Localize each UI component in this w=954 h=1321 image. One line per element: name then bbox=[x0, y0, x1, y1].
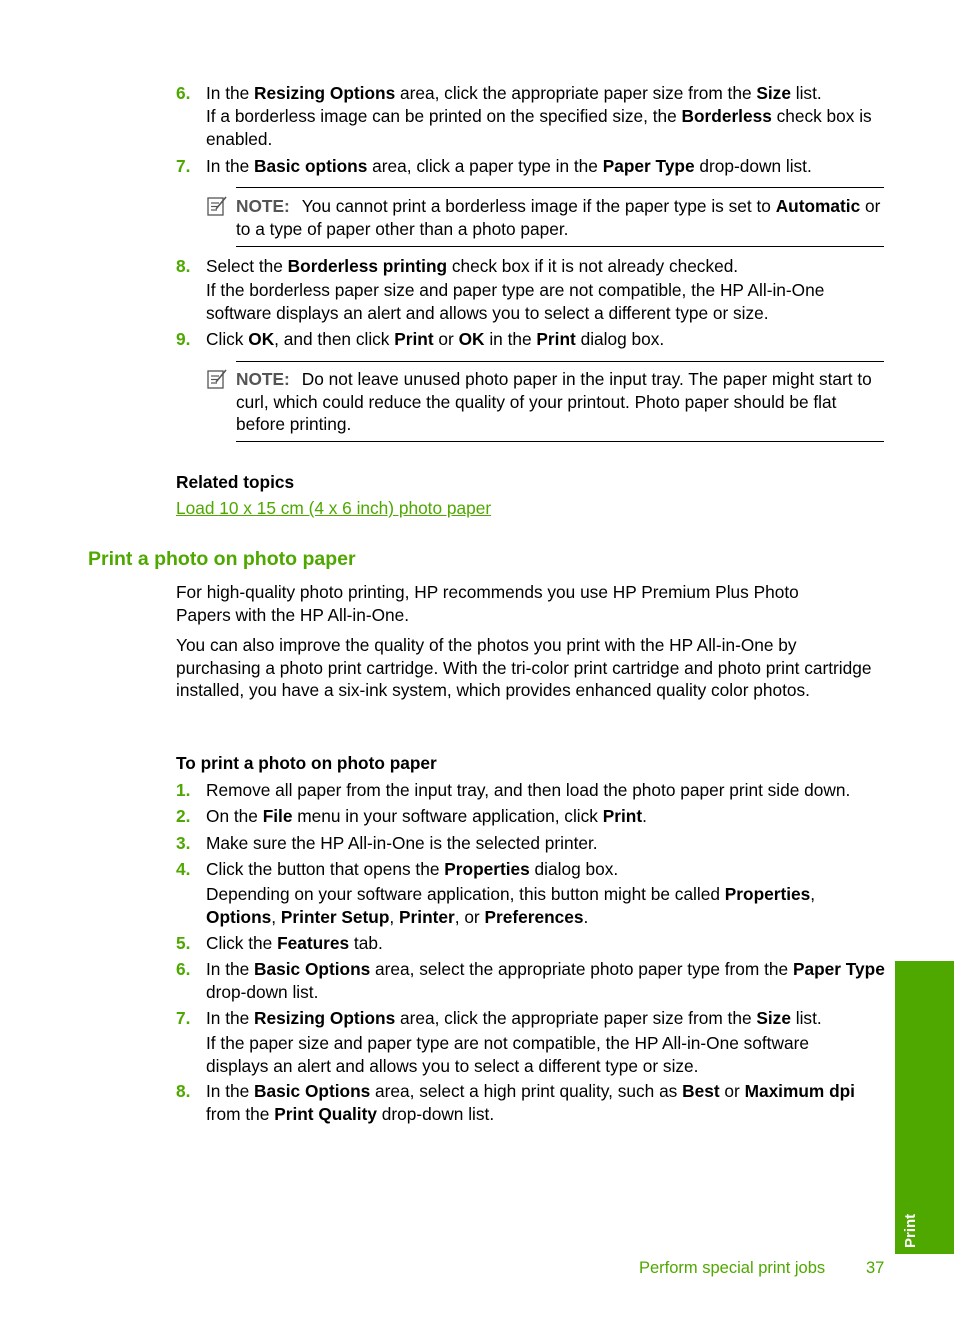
note-icon bbox=[206, 368, 228, 390]
intro-paragraph: For high-quality photo printing, HP recommends you use HP Premium Plus Photo Papers with the HP All-in-One. bbox=[176, 582, 799, 625]
step-number: 6. bbox=[176, 959, 191, 979]
step-number: 5. bbox=[176, 933, 191, 953]
step-text: Click the Features tab. bbox=[206, 933, 383, 953]
step-detail: Depending on your software application, this button might be called Properties, Options, Printer Setup, Printer, or Preferences. bbox=[206, 884, 816, 927]
step-number: 2. bbox=[176, 806, 191, 826]
step-number: 8. bbox=[176, 1081, 191, 1101]
related-topics-heading: Related topics bbox=[176, 472, 295, 492]
section-title: Print a photo on photo paper bbox=[88, 548, 356, 570]
step-text: In the Basic Options area, select the appropriate photo paper type from the Paper Type drop-down list. bbox=[206, 959, 885, 1002]
chapter-side-tab bbox=[895, 961, 954, 1254]
procedure-heading: To print a photo on photo paper bbox=[176, 753, 437, 773]
step-number: 7. bbox=[176, 156, 191, 176]
step-number: 4. bbox=[176, 859, 191, 879]
step-text: In the Resizing Options area, click the appropriate paper size from the Size list. bbox=[206, 83, 822, 103]
footer-section-name: Perform special print jobs bbox=[639, 1259, 826, 1277]
step-text: In the Resizing Options area, click the appropriate paper size from the Size list. bbox=[206, 1008, 822, 1028]
step-detail: If a borderless image can be printed on the specified size, the Borderless check box is enabled. bbox=[206, 106, 872, 149]
note-text: NOTE: You cannot print a borderless image if the paper type is set to Automatic or to a type of paper other than a photo paper. bbox=[236, 196, 881, 239]
step-detail: If the borderless paper size and paper type are not compatible, the HP All-in-One software displays an alert and allows you to select a different type or size. bbox=[206, 280, 825, 323]
note-rule-top bbox=[236, 187, 884, 188]
step-text: On the File menu in your software application, click Print. bbox=[206, 806, 647, 826]
step-detail: If the paper size and paper type are not compatible, the HP All-in-One software displays an alert and allows you to select a different type or size. bbox=[206, 1033, 809, 1076]
step-text: Select the Borderless printing check box if it is not already checked. bbox=[206, 256, 739, 276]
step-text: Make sure the HP All-in-One is the selected printer. bbox=[206, 833, 598, 853]
step-text: Click OK, and then click Print or OK in the Print dialog box. bbox=[206, 329, 665, 349]
note-icon bbox=[206, 195, 228, 217]
step-number: 6. bbox=[176, 83, 191, 103]
note-rule-top bbox=[236, 361, 884, 362]
step-text: In the Basic Options area, select a high print quality, such as Best or Maximum dpi from the Print Quality drop-down list. bbox=[206, 1081, 855, 1124]
step-number: 7. bbox=[176, 1008, 191, 1028]
note-text: NOTE: Do not leave unused photo paper in the input tray. The paper might start to curl, which could reduce the quality of your printout. Photo paper should be flat before printing. bbox=[236, 369, 872, 434]
page-number: 37 bbox=[866, 1259, 885, 1277]
intro-paragraph: You can also improve the quality of the photos you print with the HP All-in-One by purchasing a photo print cartridge. With the tri-color print cartridge and photo print cartridge installed, you have a six-ink system, which provides enhanced quality color photos. bbox=[176, 635, 872, 700]
step-number: 1. bbox=[176, 780, 191, 800]
step-number: 8. bbox=[176, 256, 191, 276]
step-number: 9. bbox=[176, 329, 191, 349]
note-rule-bottom bbox=[236, 441, 884, 442]
step-text: Remove all paper from the input tray, and then load the photo paper print side down. bbox=[206, 780, 851, 800]
step-text: Click the button that opens the Properties dialog box. bbox=[206, 859, 619, 879]
note-rule-bottom bbox=[236, 246, 884, 247]
step-text: In the Basic options area, click a paper type in the Paper Type drop-down list. bbox=[206, 156, 812, 176]
chapter-side-tab-label: Print bbox=[902, 1213, 919, 1248]
related-topic-link[interactable]: Load 10 x 15 cm (4 x 6 inch) photo paper bbox=[176, 498, 492, 518]
step-number: 3. bbox=[176, 833, 191, 853]
